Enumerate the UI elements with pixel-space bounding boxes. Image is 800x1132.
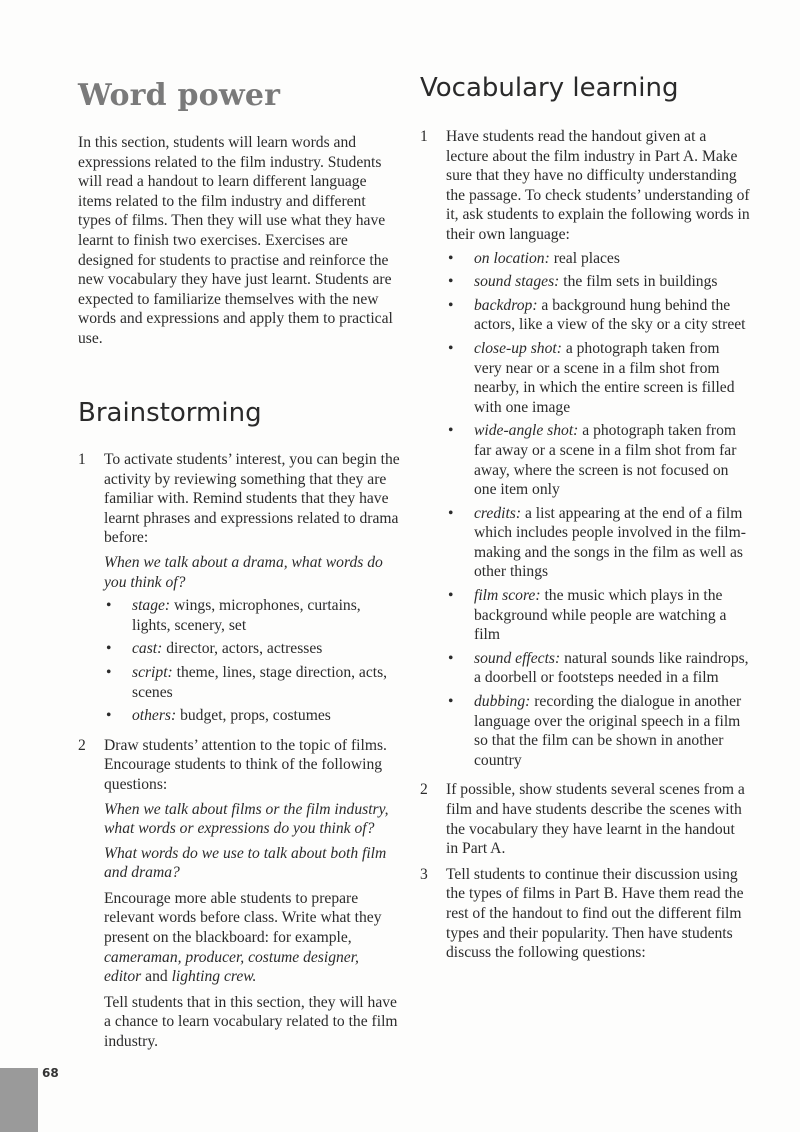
item-number: 1 [78, 451, 86, 468]
film-vocabulary-list [446, 249, 750, 771]
list-item [446, 421, 750, 499]
term: sound effects: [474, 649, 561, 667]
term: others: [132, 707, 177, 725]
intro-paragraph: In this section, students will learn words and expressions related to the film industry. Students will read a handout to learn different language items related to the film industry and different types of films. Then they will use what they have learnt to finish two exercises. Exercises are designed for students to practise and reinforce the new vocabulary they have just learnt. Students are expected to familiarize themselves with the new words and expressions and apply them to practical use. [78, 134, 393, 347]
vocabulary-item-3 [420, 865, 750, 963]
item-text: Draw students’ attention to the topic of films. Encourage students to think of the following questions: [104, 736, 387, 793]
definition: natural sounds like raindrops, a doorbell or footsteps needed in a film [474, 649, 749, 687]
page-edge-tab [0, 1068, 38, 1132]
vocabulary-heading: Vocabulary learning [420, 73, 679, 103]
definition: real places [549, 249, 620, 267]
list-item [104, 596, 400, 635]
list-item [446, 272, 750, 292]
item-number: 3 [420, 865, 428, 883]
list-item [446, 649, 750, 688]
term: close-up shot: [474, 339, 562, 357]
item-text: Tell students to continue their discussion using the types of films in Part B. Have them read the rest of the handout to find out the different film types and their popularity. Then have students discuss the following questions: [446, 865, 744, 962]
list-item [104, 706, 400, 726]
paragraph: Tell students that in this section, they will have a chance to learn vocabulary related to the film industry. [104, 993, 398, 1051]
item-text: Have students read the handout given at a lecture about the film industry in Part A. Make sure that they have no difficulty understanding the passage. To check students’ understanding of it, ask students to explain the following words in their own language: [446, 128, 750, 243]
list-item [446, 296, 750, 335]
definition: budget, props, costumes [176, 707, 331, 725]
page-number: 68 [42, 1066, 59, 1080]
definition: the music which plays in the background while people are watching a film [474, 587, 727, 644]
drama-word-list [104, 596, 400, 726]
list-item [446, 692, 750, 770]
definition: a photograph taken from very near or a scene in a film shot from nearby, in which the entire screen is filled with one image [474, 339, 735, 416]
question: When we talk about a drama, what words do you think of? [104, 553, 383, 591]
term: credits: [474, 504, 522, 522]
definition: wings, microphones, curtains, lights, scenery, set [132, 597, 361, 634]
brainstorming-item-1 [78, 450, 400, 730]
item-text: To activate students’ interest, you can begin the activity by reviewing something that they are familiar with. Remind students that they have learnt phrases and expressions related to drama before: [104, 451, 400, 547]
list-item [104, 639, 400, 659]
item-text: If possible, show students several scenes from a film and have students describe the scenes with the vocabulary they have learnt in the handout in Part A. [446, 781, 745, 858]
example-words: cameraman, producer, costume designer, editor [104, 948, 359, 986]
item-number: 2 [78, 736, 86, 754]
list-item [446, 504, 750, 582]
question: What words do we use to talk about both film and drama? [104, 844, 387, 882]
list-item [446, 586, 750, 645]
list-item [446, 249, 750, 269]
section-title: Word power [78, 78, 281, 113]
vocabulary-item-1 [420, 127, 750, 774]
brainstorming-heading: Brainstorming [78, 398, 262, 428]
term: film score: [474, 587, 541, 605]
list-item [104, 663, 400, 702]
definition: a background hung behind the actors, like a view of the sky or a city street [474, 296, 746, 334]
term: dubbing: [474, 693, 531, 711]
definition: director, actors, actresses [162, 640, 323, 658]
item-number: 2 [420, 781, 428, 799]
definition: the film sets in buildings [559, 273, 718, 291]
term: wide-angle shot: [474, 422, 579, 440]
term: script: [132, 663, 173, 681]
example-words: lighting crew. [171, 968, 257, 986]
vocabulary-item-2 [420, 780, 750, 858]
definition: a list appearing at the end of a film which includes people involved in the film-making and the songs in the film as well as other things [474, 504, 746, 581]
definition: theme, lines, stage direction, acts, scenes [132, 663, 388, 701]
definition: a photograph taken from far away or a scene in a film shot from far away, where the screen is not focused on one item only [474, 422, 737, 499]
item-number: 1 [420, 128, 428, 145]
term: stage: [132, 597, 171, 615]
term: sound stages: [474, 273, 560, 291]
term: cast: [132, 640, 163, 658]
text-run: and [141, 968, 172, 986]
vocabulary-list [420, 127, 750, 969]
brainstorming-item-2 [78, 736, 400, 1052]
definition: recording the dialogue in another language over the original speech in a film so that the film can be shown in another country [474, 693, 742, 769]
brainstorming-list [78, 450, 400, 1058]
paragraph [104, 889, 400, 987]
question: When we talk about films or the film industry, what words or expressions do you think of? [104, 800, 389, 838]
text-run: Encourage more able students to prepare relevant words before class. Write what they present on the blackboard: for example, [104, 889, 382, 947]
term: backdrop: [474, 296, 538, 314]
term: on location: [474, 249, 550, 267]
list-item [446, 339, 750, 417]
